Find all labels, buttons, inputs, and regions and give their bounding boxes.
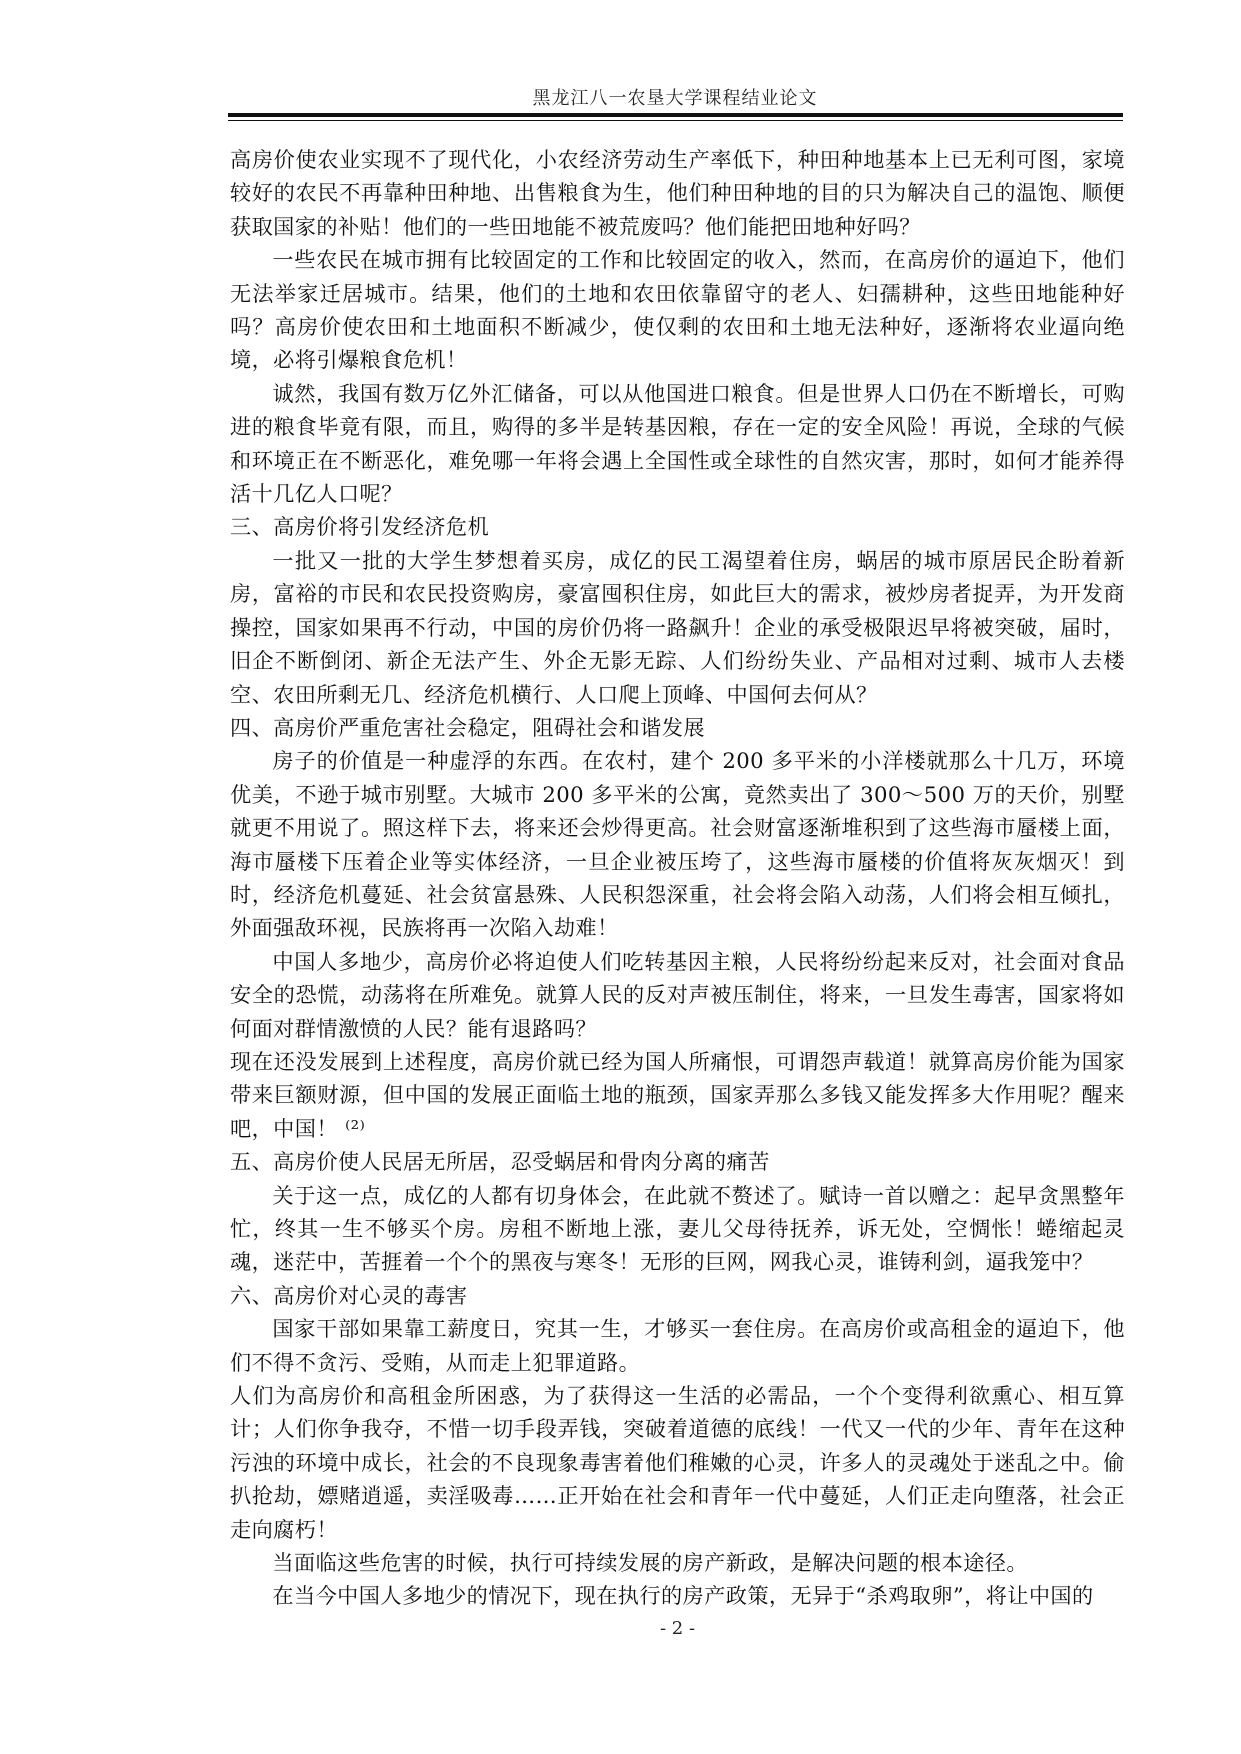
paragraph: 国家干部如果靠工薪度日，究其一生，才够买一套住房。在高房价或高租金的逼迫下，他们不得不贪污、受贿，从而走上犯罪道路。: [230, 1316, 1125, 1375]
paragraph: 一些农民在城市拥有比较固定的工作和比较固定的收入，然而，在高房价的逼迫下，他们无法举家迁居城市。结果，他们的土地和农田依靠留守的老人、妇孺耕种，这些田地能种好吗？高房价使农田和土地面积不断减少，使仅剩的农田和土地无法种好，逐渐将农业逼向绝境，必将引爆粮食危机！: [230, 247, 1125, 373]
section-heading: 四、高房价严重危害社会稳定，阻碍社会和谐发展: [230, 714, 705, 740]
paragraph: 人们为高房价和高租金所困惑，为了获得这一生活的必需品，一个个变得利欲熏心、相互算计；人们你争我夺，不惜一切手段弄钱，突破着道德的底线！一代又一代的少年、青年在这种污浊的环境中成长，社会的不良现象毒害着他们稚嫩的心灵，许多人的灵魂处于迷乱之中。偷扒抢劫，嫖赌逍遥，卖淫吸毒……正开始在社会和青年一代中蔓延，人们正走向堕落，社会正走向腐朽！: [230, 1383, 1125, 1542]
paragraph: 当面临这些危害的时候，执行可持续发展的房产新政，是解决问题的根本途径。: [272, 1550, 1028, 1576]
header-rule-thin: [228, 120, 1123, 121]
page-number: - 2 -: [659, 1618, 696, 1639]
running-header-title: 黑龙江八一农垦大学课程结业论文: [532, 88, 818, 109]
paragraph: 高房价使农业实现不了现代化，小农经济劳动生产率低下，种田种地基本上已无利可图，家境较好的农民不再靠种田种地、出售粮食为生，他们种田种地的目的只为解决自己的温饱、顺便获取国家的补贴！他们的一些田地能不被荒废吗？他们能把田地种好吗？: [230, 147, 1125, 239]
paragraph: 在当今中国人多地少的情况下，现在执行的房产政策，无异于“杀鸡取卵”，将让中国的: [272, 1583, 1094, 1609]
paragraph: 关于这一点，成亿的人都有切身体会，在此就不赘述了。赋诗一首以赠之：起早贪黑整年忙，终其一生不够买个房。房租不断地上涨，妻儿父母待抚养，诉无处，空惆怅！蜷缩起灵魂，迷茫中，苦捱着一个个的黑夜与寒冬！无形的巨网，网我心灵，谁铸利剑，逼我笼中？: [230, 1182, 1125, 1275]
paragraph: 一批又一批的大学生梦想着买房，成亿的民工渴望着住房，蜗居的城市原居民企盼着新房，富裕的市民和农民投资购房，豪富囤积住房，如此巨大的需求，被炒房者捉弄，为开发商操控，国家如果再不行动，中国的房价仍将一路飙升！企业的承受极限迟早将被突破，届时，旧企不断倒闭、新企无法产生、外企无影无踪、人们纷纷失业、产品相对过剩、城市人去楼空、农田所剩无几、经济危机横行、人口爬上顶峰、中国何去何从？: [230, 547, 1125, 707]
paragraph: 诚然，我国有数万亿外汇储备，可以从他国进口粮食。但是世界人口仍在不断增长，可购进的粮食毕竟有限，而且，购得的多半是转基因粮，存在一定的安全风险！再说，全球的气候和环境正在不断恶化，难免哪一年将会遇上全国性或全球性的自然灾害，那时，如何才能养得活十几亿人口呢？: [230, 380, 1125, 507]
paragraph: 中国人多地少，高房价必将迫使人们吃转基因主粮，人民将纷纷起来反对，社会面对食品安全的恐慌，动荡将在所难免。就算人民的反对声被压制住，将来，一旦发生毒害，国家将如何面对群情激愤的人民？能有退路吗？: [230, 948, 1125, 1041]
document-body: [230, 143, 1125, 1613]
section-heading: 六、高房价对心灵的毒害: [230, 1282, 468, 1308]
paragraph: 房子的价值是一种虚浮的东西。在农村，建个 200 多平米的小洋楼就那么十几万，环境优美，不逊于城市别墅。大城市 200 多平米的公寓，竟然卖出了 300～500 万的天价，别墅就更不用说了。照这样下去，将来还会炒得更高。社会财富逐渐堆积到了这些海市蜃楼上面，海市蜃楼下压着企业等实体经济，一旦企业被压垮了，这些海市蜃楼的价值将灰灰烟灭！到时，经济危机蔓延、社会贫富悬殊、人民积怨深重，社会将会陷入动荡，人们将会相互倾扎，外面强敌环视，民族将再一次陷入劫难！: [230, 748, 1125, 941]
section-heading: 五、高房价使人民居无所居，忍受蜗居和骨肉分离的痛苦: [230, 1149, 770, 1175]
header-rule-thick: [228, 113, 1123, 117]
section-heading: 三、高房价将引发经济危机: [230, 514, 490, 540]
paragraph: 现在还没发展到上述程度，高房价就已经为国人所痛恨，可谓怨声载道！就算高房价能为国家带来巨额财源，但中国的发展正面临土地的瓶颈，国家弄那么多钱又能发挥多大作用呢？醒来吧，中国！ ⁽²⁾: [230, 1048, 1125, 1141]
